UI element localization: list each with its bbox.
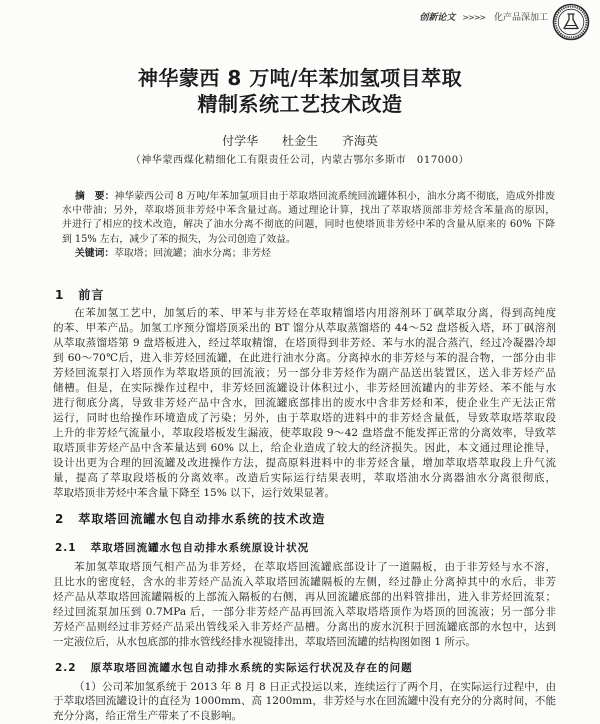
paragraph-line: 量，提高了萃取段塔板的分离效率。改造后实际运行结果表明，萃取塔油水分离器油水分离很彻底，: [53, 472, 556, 484]
article-title: [0, 65, 600, 117]
keywords-label: 关键词：: [75, 247, 115, 259]
section-number: 1: [55, 288, 65, 302]
paragraph-line: 一定液位后，从水包底部的排水管线经排水视镜排出，萃取塔回流罐的结构图如图 1 所示。: [53, 636, 476, 648]
subsection-2-1-paragraph: [53, 560, 556, 650]
paragraph-line: 从萃取蒸馏塔第 9 盘塔板进入，经过萃取精馏，在塔顶得到非芳烃、苯与水的混合蒸汽，经过冷凝器冷却: [53, 337, 556, 349]
paragraph-line: 烃产品从萃取塔回流罐隔板的上部流入隔板的右侧，再从回流罐底部的出料管排出，进入非芳烃回流泵；: [53, 591, 556, 603]
section-title: 前言: [78, 288, 105, 302]
title-line: 精制系统工艺技术改造: [197, 92, 403, 116]
section-number: 2: [55, 512, 65, 526]
journal-seal-icon: [552, 3, 590, 41]
affiliation: （神华蒙西煤化精细化工有限责任公司，内蒙古鄂尔多斯市 017000）: [130, 155, 470, 166]
author-list: [0, 133, 600, 149]
paragraph-line: 芳烃产品则经过非芳烃产品采出管线采入非芳烃产品槽。分离出的废水沉积于回流罐底部的水包中，达到: [53, 621, 556, 633]
paragraph-line: 且比水的密度轻，含水的非芳烃产品流入萃取塔回流罐隔板的左侧，经过静止分离掉其中的水后，非芳: [53, 576, 556, 588]
section-title: 萃取塔回流罐水包自动排水系统的技术改造: [78, 512, 326, 526]
section-heading-2: [55, 511, 325, 527]
keywords-text: 萃取塔；回流罐；油水分离；非芳烃: [114, 247, 271, 259]
subsection-number: 2.1: [55, 542, 77, 554]
paragraph-line: 经过回流泵加压到 0.7MPa 后，一部分非芳烃产品再回流入萃取塔塔顶作为塔顶的回流液；另一部分非: [53, 606, 556, 618]
intro-paragraph: [53, 306, 556, 501]
paragraph-line: 苯加氢萃取塔顶气相产品为非芳烃，在萃取塔回流罐底部设计了一道隔板，由于非芳烃与水不溶，: [74, 561, 556, 573]
title-line: 神华蒙西 8 万吨/年苯加氢项目萃取: [137, 66, 463, 90]
abstract-line: 水中带油；另外，萃取塔顶非芳烃中苯含量过高。通过理论计算，找出了萃取塔顶部非芳烃含苯量高的原因，: [62, 205, 555, 217]
subsection-heading-2-1: [55, 540, 309, 556]
abstract-text: 神华蒙西公司 8 万吨/年苯加氢项目由于萃取塔回流系统回流罐体积小，油水分离不彻底，造成外排废: [114, 191, 555, 202]
paragraph-line: （1）公司苯加氢系统于 2013 年 8 月 8 日正式投运以来，连续运行了两个月，在实际运行过程中，由: [74, 681, 556, 693]
paragraph-line: 进行彻底分离，导致非芳烃产品中含水，回流罐底部排出的废水中含非芳烃和苯，使企业生产无法正常: [53, 397, 556, 409]
author-name: 付学华: [222, 134, 259, 148]
paragraph-line: 上升的非芳烃气流量小，萃取段塔板发生漏液，使萃取段 9～42 盘塔盘不能发挥正常的分离效率，导致萃: [53, 427, 556, 439]
subsection-title: 萃取塔回流罐水包自动排水系统原设计状况: [90, 542, 310, 554]
paragraph-line: 取塔顶非芳烃产品中含苯量达到 60% 以上，给企业造成了较大的经济损失。因此，本文通过理论推导，: [53, 442, 556, 454]
keywords: [62, 247, 555, 261]
abstract-line: 并进行了相应的技术改造，解决了油水分离不彻底的问题，同时也使塔顶非芳烃中苯的含量从原来的 60% 下降: [62, 219, 555, 231]
abstract-line: 到 15% 左右，减少了苯的损失，为公司创造了效益。: [62, 233, 296, 245]
subsection-heading-2-2: [55, 660, 413, 676]
category-label: 创新论文: [419, 13, 456, 23]
subsection-2-2-paragraph: [53, 680, 556, 723]
paragraph-line: 在苯加氢工艺中，加氢后的苯、甲苯与非芳烃在萃取精馏塔内用溶剂环丁砜萃取分离，得到高纯度: [74, 307, 556, 319]
abstract-label: 摘 要：: [75, 191, 115, 202]
abstract: [62, 190, 555, 261]
section-heading-intro: [55, 287, 104, 303]
abstract-line: [62, 190, 555, 204]
arrow-decoration: >>>>: [462, 13, 486, 22]
paragraph-line: 于萃取塔回流罐设计的直径为 1000mm、高 1200mm，非芳烃与水在回流罐中没有充分的分离时间，不能: [53, 695, 556, 708]
subsection-number: 2.2: [55, 662, 77, 674]
paragraph-line: 到 60～70℃后，进入非芳烃回流罐，在此进行油水分离。分离掉水的非芳烃与苯的混合物，一部分由非: [53, 352, 556, 364]
running-header: [419, 12, 548, 24]
paragraph-line: 设计出更为合理的回流罐及改进操作方法，提高原料进料中的非芳烃含量，增加萃取塔萃取段上升气流: [53, 457, 556, 469]
subsection-title: 原萃取塔回流罐水包自动排水系统的实际运行状况及存在的问题: [90, 662, 413, 674]
paragraph-line: 的苯、甲苯产品。加氢工序预分馏塔顶采出的 BT 馏分从萃取蒸馏塔的 44～52 盘塔板入塔，环丁砜溶剂: [53, 322, 556, 334]
column-label: 化产品深加工: [493, 13, 548, 23]
author-name: 杜金生: [281, 134, 318, 148]
author-name: 齐海英: [341, 134, 378, 148]
paragraph-line: 充分分离，给正常生产带来了不良影响。: [53, 709, 242, 722]
paragraph-line: 萃取塔顶非芳烃中苯含量下降至 15% 以下，运行效果显著。: [53, 487, 336, 499]
paragraph-line: 储槽。但是，在实际操作过程中，非芳烃回流罐设计体积过小，非芳烃回流罐内的非芳烃、苯不能与水: [53, 382, 556, 394]
paragraph-line: 芳烃回流泵打入塔顶作为萃取塔顶的回流液；另一部分非芳烃作为副产品送出装置区，送入非芳烃产品: [53, 367, 556, 379]
paragraph-line: 运行，同时也给操作环境造成了污染；另外，由于萃取塔的进料中的非芳烃含量低，导致萃取塔萃取段: [53, 412, 556, 424]
